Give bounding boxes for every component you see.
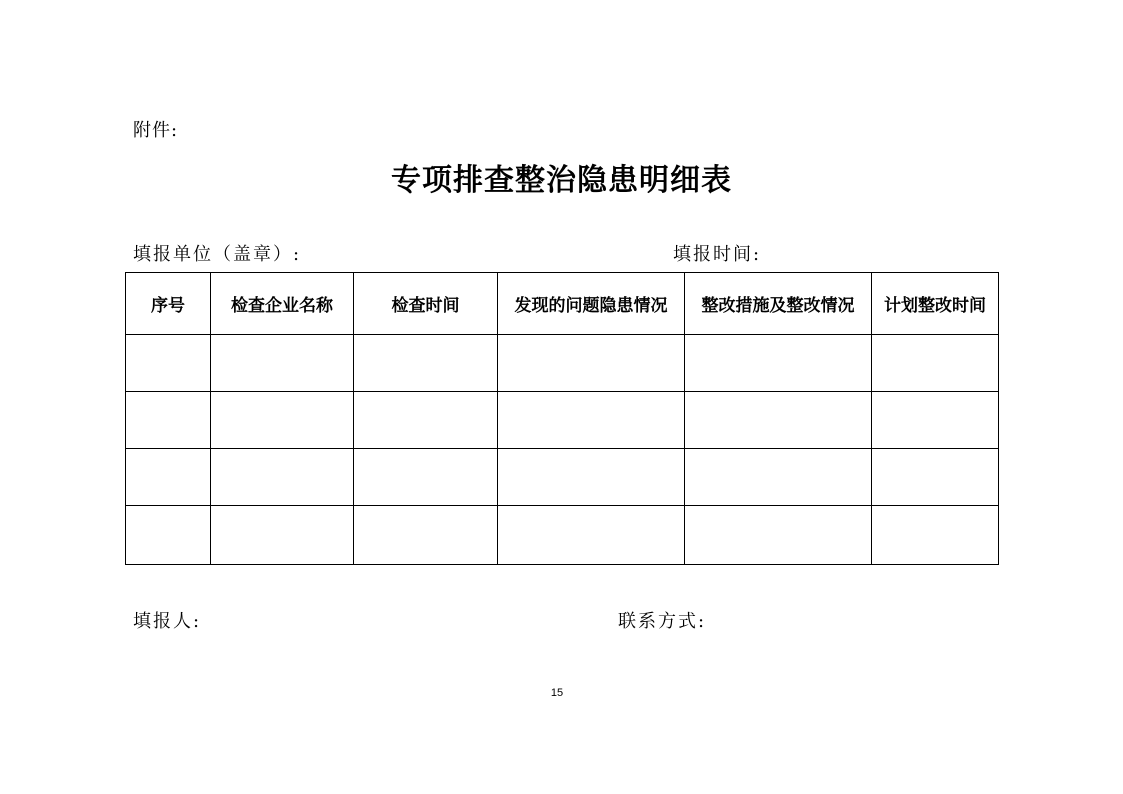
table-cell[interactable]	[685, 506, 872, 565]
table-cell[interactable]	[211, 335, 354, 392]
table-cell[interactable]	[685, 449, 872, 506]
table-row	[126, 335, 999, 392]
table-cell[interactable]	[872, 449, 999, 506]
table-cell[interactable]	[354, 449, 498, 506]
table-cell[interactable]	[211, 506, 354, 565]
table-cell[interactable]	[211, 392, 354, 449]
table-cell[interactable]	[872, 335, 999, 392]
attachment-label: 附件:	[133, 120, 179, 141]
header-inspection-time: 检查时间	[354, 273, 498, 335]
header-hazards-found: 发现的问题隐患情况	[498, 273, 685, 335]
table-cell[interactable]	[126, 506, 211, 565]
fill-unit-label: 填报单位（盖章）:	[133, 244, 302, 265]
table-cell[interactable]	[354, 392, 498, 449]
table-cell[interactable]	[126, 392, 211, 449]
table-cell[interactable]	[498, 449, 685, 506]
header-company-name: 检查企业名称	[211, 273, 354, 335]
table-cell[interactable]	[211, 449, 354, 506]
table-cell[interactable]	[685, 392, 872, 449]
hazard-detail-table	[125, 272, 999, 565]
table-cell[interactable]	[126, 449, 211, 506]
table-cell[interactable]	[498, 506, 685, 565]
table-cell[interactable]	[498, 335, 685, 392]
table-cell[interactable]	[685, 335, 872, 392]
filler-label: 填报人:	[133, 611, 202, 632]
table-cell[interactable]	[872, 506, 999, 565]
fill-time-label: 填报时间:	[673, 244, 762, 265]
table-cell[interactable]	[872, 392, 999, 449]
contact-label: 联系方式:	[618, 611, 707, 632]
header-rectification-measures: 整改措施及整改情况	[685, 273, 872, 335]
page-number: 15	[550, 687, 564, 699]
table-header-row	[126, 273, 999, 335]
table-cell[interactable]	[498, 392, 685, 449]
table-cell[interactable]	[354, 506, 498, 565]
table-row	[126, 506, 999, 565]
header-planned-rectification-time: 计划整改时间	[872, 273, 999, 335]
table-cell[interactable]	[354, 335, 498, 392]
table-cell[interactable]	[126, 335, 211, 392]
table-row	[126, 392, 999, 449]
document-title: 专项排查整治隐患明细表	[391, 163, 732, 198]
header-serial-number: 序号	[126, 273, 211, 335]
table-row	[126, 449, 999, 506]
